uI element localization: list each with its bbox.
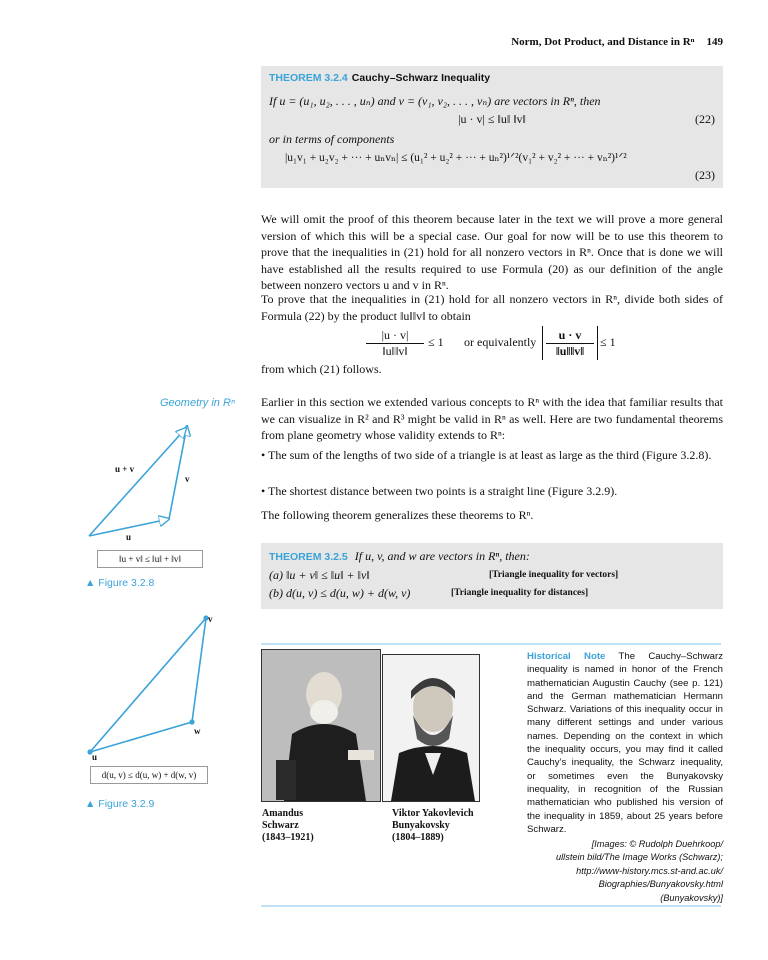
- image-credits: [535, 838, 723, 905]
- page-number: 149: [706, 36, 723, 48]
- theorem2-heading: [269, 549, 530, 564]
- eq-right-relation: ≤ 1: [600, 335, 616, 349]
- figure-3-2-9: [82, 614, 216, 792]
- paragraph-generalizes: The following theorem generalizes these theorems to Rⁿ.: [261, 508, 534, 522]
- paragraph-divide-sides: To prove that the inequalities in (21) hold for all nonzero vectors in Rⁿ, divide both sides of Formula (22) by the product ‖u‖‖v‖ to obtain: [261, 292, 723, 323]
- figure8-label-v: v: [185, 474, 190, 484]
- figure-3-2-8: [85, 414, 203, 580]
- theorem2-part-b: (b) d(u, v) ≤ d(u, w) + d(w, v): [269, 586, 411, 600]
- theorem-3-2-5-box: [261, 543, 723, 609]
- note-bottom-rule: [261, 905, 721, 907]
- theorem2-statement: If u, v, and w are vectors in Rⁿ, then:: [354, 549, 530, 563]
- theorem-intro: If u = (u₁, u₂, . . . , uₙ) and v = (v₁, v₂, . . . , vₙ) are vectors in Rⁿ, then: [269, 94, 601, 108]
- theorem2-label: THEOREM 3.2.5: [269, 551, 348, 563]
- credits-line3: http://www-history.mcs.st-and.ac.uk/: [576, 865, 723, 876]
- photo-bunyakovsky: [382, 654, 480, 802]
- figure9-label-v: v: [208, 614, 213, 624]
- portrait-schwarz-icon: [262, 650, 380, 801]
- figure8-inequality-box: ‖u + v‖ ≤ ‖u‖ + ‖v‖: [97, 550, 203, 568]
- theorem-3-2-4-box: [261, 66, 723, 188]
- eq-or-equivalently: or equivalently: [464, 335, 537, 349]
- equation-normalized: [366, 326, 616, 360]
- eq-left-relation: ≤ 1: [428, 335, 444, 349]
- caption-schwarz-line2: Schwarz: [262, 820, 299, 831]
- figure-3-2-9-caption: ▲ Figure 3.2.9: [85, 798, 155, 810]
- figure9-label-w: w: [194, 726, 201, 736]
- theorem2-part-a: (a) ‖u + v‖ ≤ ‖u‖ + ‖v‖: [269, 568, 370, 582]
- page-header: [460, 36, 723, 48]
- credits-line2: ullstein bild/The Image Works (Schwarz);: [556, 852, 723, 863]
- paragraph-follows: from which (21) follows.: [261, 362, 382, 376]
- list-item-triangle: • The sum of the lengths of two side of a triangle is at least as large as the third (Figure 3.2.8).: [261, 448, 712, 462]
- credits-line5: (Bunyakovsky)]: [660, 892, 723, 903]
- figure-3-2-8-caption: ▲ Figure 3.2.8: [85, 577, 155, 589]
- credits-line4: Biographies/Bunyakovsky.html: [598, 879, 723, 890]
- theorem-label: THEOREM 3.2.4: [269, 72, 348, 84]
- caption-schwarz: [262, 808, 362, 844]
- figure8-label-u-plus-v: u + v: [115, 464, 135, 474]
- caption-bunyakovsky-line2: Bunyakovsky: [392, 820, 450, 831]
- equation-23: |u₁v₁ + u₂v₂ + ··· + uₙvₙ| ≤ (u₁² + u₂² + ··· + uₙ²)¹ᐟ²(v₁² + v₂² + ··· + vₙ²)¹ᐟ²: [285, 152, 627, 164]
- caption-schwarz-line3: (1843–1921): [262, 832, 314, 843]
- figure8-label-u: u: [126, 532, 132, 542]
- paragraph-proof-omitted: We will omit the proof of this theorem because later in the text we will prove a more general version of which this will be a special case. Our goal for now will be to use this theorem to prove that the inequalities in (21) hold for all nonzero vectors in Rⁿ. Once that is done we will have established all the results required to use Formula (20) as our definition of the angle between nonzero vectors u and v in Rⁿ.: [261, 212, 723, 292]
- historical-note-body: The Cauchy–Schwarz inequality is named in honor of the French mathematician Augustin Cauchy (see p. 121) and the German mathematician Hermann Schwarz. Variations of this inequality occur in many different settings and under various names. Depending on the context in which the inequality occurs, you may find it called Cauchy’s inequality, the Schwarz inequality, or sometimes even the Bunyakovsky inequality, in recognition of the Russian mathematician who published his version of the inequality in 1859, about 25 years before Schwarz.: [527, 651, 723, 835]
- eq-left-numerator: |u · v|: [381, 328, 409, 342]
- equation-22-number: (22): [695, 112, 715, 126]
- eq-right-denominator: ‖u‖‖v‖: [546, 343, 594, 359]
- distance-triangle-diagram: [82, 614, 216, 764]
- paragraph-earlier: Earlier in this section we extended various concepts to Rⁿ with the idea that familiar results that we can visualize in R² and R³ might be valid in Rⁿ as well. Here are two fundamental theorems from plane geometry whose validity extends to Rⁿ:: [261, 395, 723, 442]
- portrait-bunyakovsky-icon: [383, 655, 479, 801]
- components-intro: or in terms of components: [269, 132, 395, 146]
- historical-note: [527, 650, 723, 836]
- equation-22: |u · v| ≤ ‖u‖ ‖v‖: [458, 112, 526, 126]
- eq-right-numerator: u · v: [558, 328, 582, 342]
- list-item-shortest-distance: • The shortest distance between two points is a straight line (Figure 3.2.9).: [261, 484, 618, 498]
- eq-left-fraction: [366, 328, 424, 359]
- figure9-label-u: u: [92, 752, 98, 762]
- caption-schwarz-line1: Amandus: [262, 808, 304, 819]
- theorem-name: Cauchy–Schwarz Inequality: [351, 72, 491, 84]
- eq-left-denominator: ‖u‖‖v‖: [366, 343, 424, 359]
- caption-bunyakovsky-line3: (1804–1889): [392, 832, 444, 843]
- theorem2-part-b-name: [Triangle inequality for distances]: [451, 588, 589, 598]
- equation-23-number: (23): [695, 168, 715, 182]
- theorem-heading: [269, 72, 490, 84]
- credits-line1: [Images: © Rudolph Duehrkoop/: [591, 839, 723, 849]
- header-title: Norm, Dot Product, and Distance in Rⁿ: [511, 36, 695, 48]
- photo-schwarz: [261, 649, 381, 802]
- caption-bunyakovsky: [392, 808, 502, 844]
- note-top-rule: [261, 643, 721, 645]
- caption-bunyakovsky-line1: Viktor Yakovlevich: [392, 808, 474, 819]
- historical-note-title: Historical Note: [527, 651, 606, 662]
- figure9-inequality-box: d(u, v) ≤ d(u, w) + d(w, v): [90, 766, 208, 784]
- section-heading-geometry: Geometry in Rⁿ: [160, 397, 235, 409]
- theorem2-part-a-name: [Triangle inequality for vectors]: [489, 570, 619, 580]
- eq-right-fraction: [542, 326, 598, 360]
